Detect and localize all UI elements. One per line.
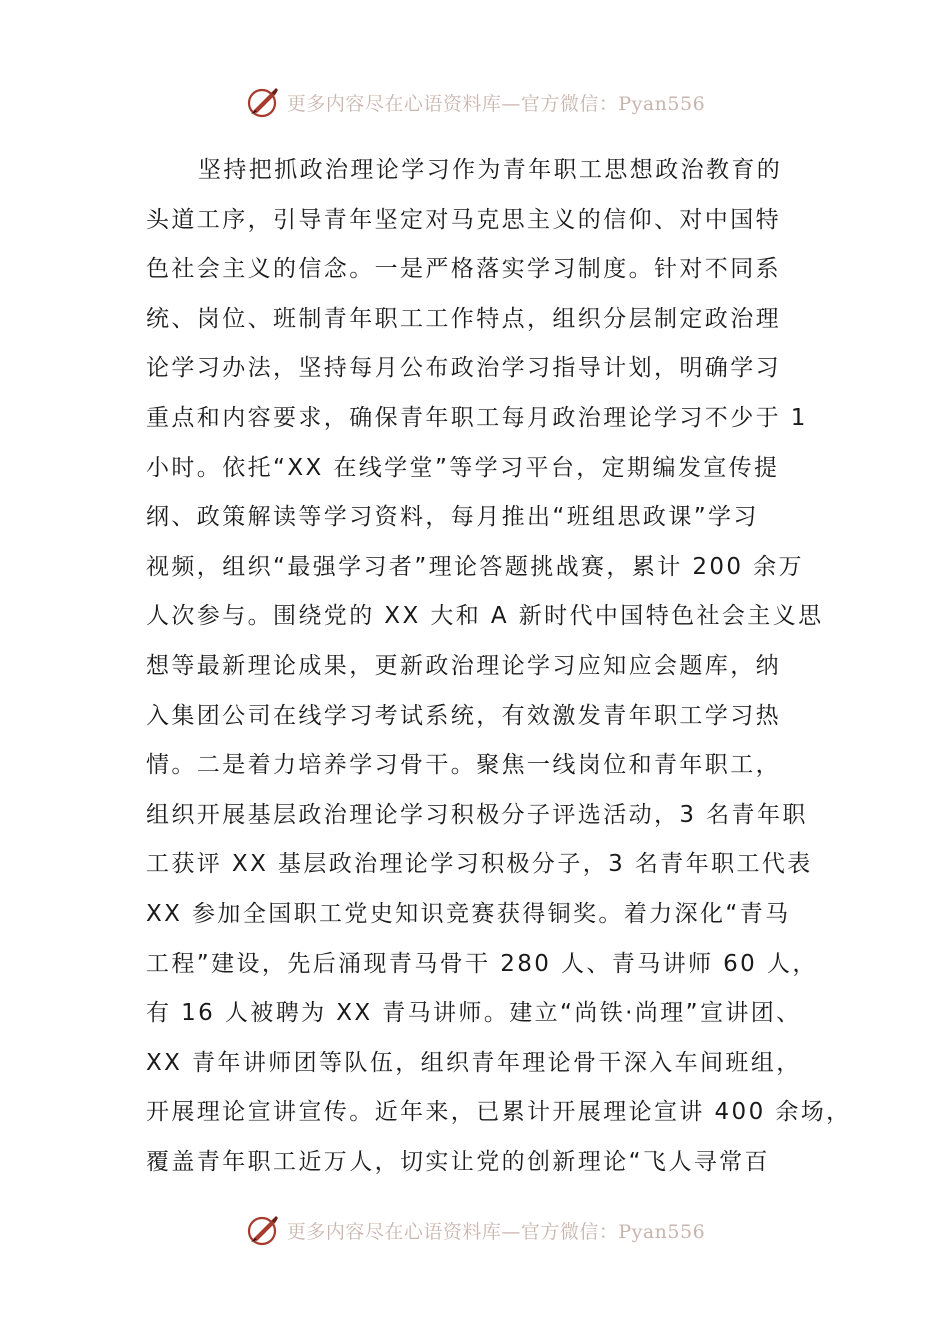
text-line: 统、岗位、班制青年职工工作特点，组织分层制定政治理 xyxy=(146,305,781,332)
text-line: 头道工序，引导青年坚定对马克思主义的信仰、对中国特 xyxy=(146,206,781,233)
text-line: 想等最新理论成果，更新政治理论学习应知应会题库，纳 xyxy=(146,652,781,679)
text-line: 视频，组织“最强学习者”理论答题挑战赛，累计 200 余万 xyxy=(146,553,804,580)
watermark-text: 更多内容尽在心语资料库—官方微信：Pyan556 xyxy=(286,92,706,115)
text-line: 开展理论宣讲宣传。近年来，已累计开展理论宣讲 400 余场， xyxy=(146,1099,852,1126)
text-line: 重点和内容要求，确保青年职工每月政治理论学习不少于 1 xyxy=(146,404,808,431)
pen-circle-logo-icon xyxy=(245,84,281,120)
watermark-text: 更多内容尽在心语资料库—官方微信：Pyan556 xyxy=(286,1220,706,1243)
text-line: 纲、政策解读等学习资料，每月推出“班组思政课”学习 xyxy=(146,504,759,531)
text-line: 小时。依托“XX 在线学堂”等学习平台，定期编发宣传提 xyxy=(146,454,780,481)
text-line: 工获评 XX 基层政治理论学习积极分子，3 名青年职工代表 xyxy=(146,851,813,878)
pen-circle-logo-icon xyxy=(245,1212,281,1248)
text-line: 坚持把抓政治理论学习作为青年职工思想政治教育的 xyxy=(198,157,783,183)
text-line: 工程”建设，先后涌现青马骨干 280 人、青马讲师 60 人， xyxy=(146,950,818,977)
text-line: 情。二是着力培养学习骨干。聚焦一线岗位和青年职工， xyxy=(146,752,781,779)
text-line: 人次参与。围绕党的 XX 大和 A 新时代中国特色社会主义思 xyxy=(146,603,824,630)
header-watermark xyxy=(0,82,950,122)
text-line: 论学习办法，坚持每月公布政治学习指导计划，明确学习 xyxy=(146,355,781,382)
footer-watermark xyxy=(0,1210,950,1250)
text-line: 有 16 人被聘为 XX 青马讲师。建立“尚铁·尚理”宣讲团、 xyxy=(146,1000,802,1027)
text-line: XX 青年讲师团等队伍，组织青年理论骨干深入车间班组， xyxy=(146,1049,802,1076)
text-line: XX 参加全国职工党史知识竞赛获得铜奖。着力深化“青马 xyxy=(146,900,791,927)
document-body xyxy=(146,146,852,1187)
text-line: 组织开展基层政治理论学习积极分子评选活动，3 名青年职 xyxy=(146,801,808,828)
text-line: 覆盖青年职工近万人，切实让党的创新理论“飞人寻常百 xyxy=(146,1148,770,1175)
text-line: 入集团公司在线学习考试系统，有效激发青年职工学习热 xyxy=(146,702,781,729)
text-line: 色社会主义的信念。一是严格落实学习制度。针对不同系 xyxy=(146,256,781,283)
